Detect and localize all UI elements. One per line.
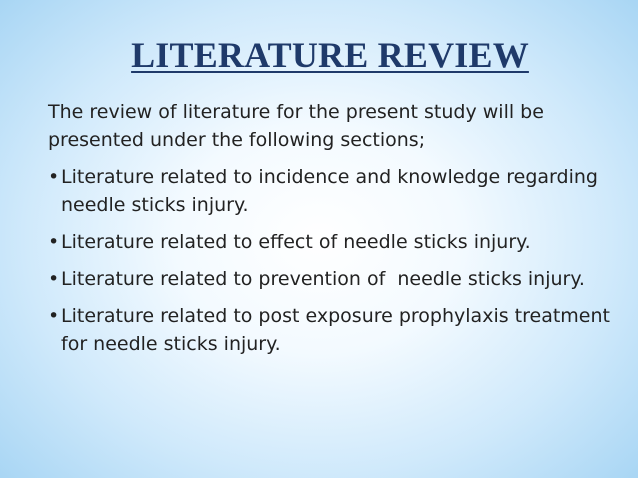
bullet-icon: • <box>48 268 60 290</box>
bullet-text: Literature related to post exposure prophylaxis treatment for needle sticks injury. <box>61 305 623 355</box>
bullet-text: Literature related to incidence and knowledge regarding needle sticks injury. <box>61 166 598 216</box>
slide-title-text: LITERATURE REVIEW <box>131 35 529 75</box>
bullet-item <box>48 302 633 358</box>
bullet-icon: • <box>48 166 60 188</box>
bullet-icon: • <box>48 231 60 253</box>
bullet-item <box>48 265 633 293</box>
slide-body <box>48 98 633 358</box>
bullet-text: Literature related to prevention of needle sticks injury. <box>61 268 585 290</box>
bullet-item <box>48 228 633 256</box>
slide-title <box>0 34 638 76</box>
bullet-list <box>48 163 633 358</box>
intro-paragraph: The review of literature for the present study will be presented under the following sections; <box>48 101 544 151</box>
bullet-icon: • <box>48 305 60 327</box>
bullet-item <box>48 163 633 219</box>
bullet-text: Literature related to effect of needle sticks injury. <box>61 231 531 253</box>
